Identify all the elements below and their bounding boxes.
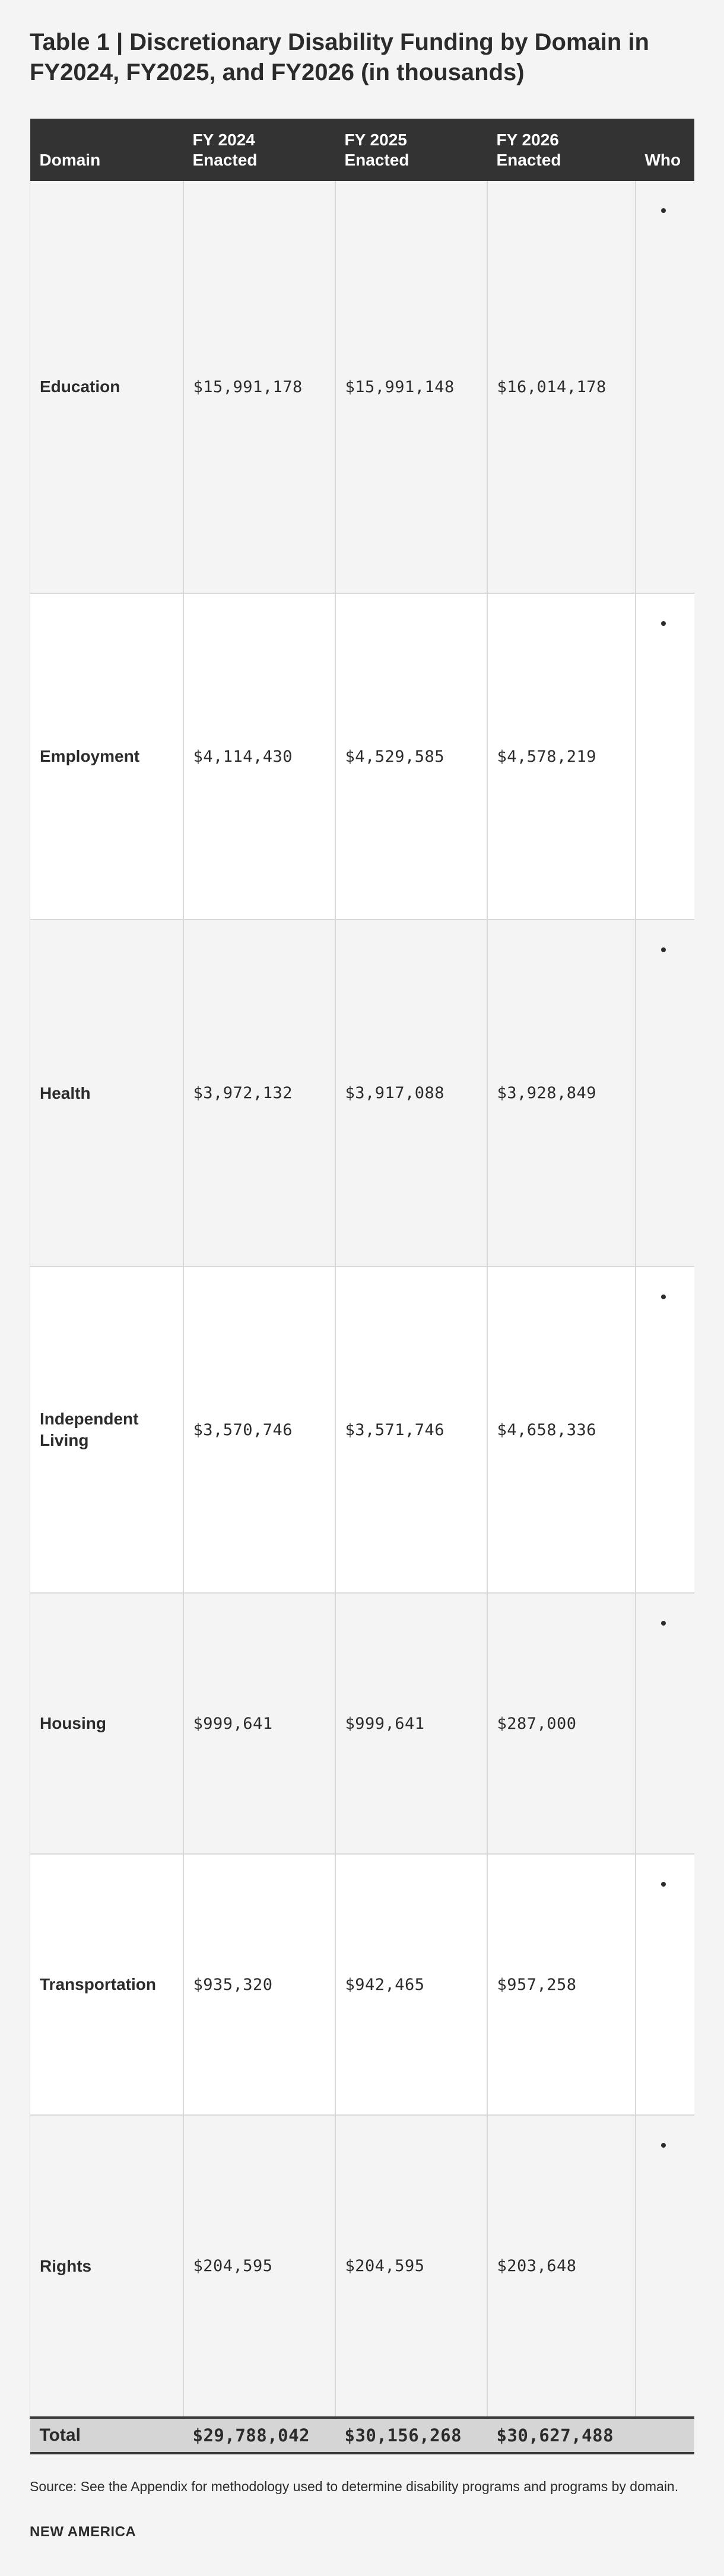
header-fy2025-year: FY 2025 bbox=[344, 131, 407, 149]
table-scroll-container[interactable] bbox=[30, 119, 694, 2459]
header-fy2026-status: Enacted bbox=[496, 151, 561, 169]
fy2026-cell: $16,014,178 bbox=[487, 181, 636, 593]
who-cell bbox=[636, 1854, 695, 2115]
fy2026-cell: $957,258 bbox=[487, 1854, 636, 2115]
total-fy2026: $30,627,488 bbox=[487, 2418, 636, 2453]
bullet-icon bbox=[661, 1621, 666, 1626]
fy2024-cell: $3,972,132 bbox=[183, 920, 335, 1267]
table-row bbox=[30, 1267, 695, 1593]
source-note: Source: See the Appendix for methodology used to determine disability programs and programs by domain. bbox=[30, 2479, 679, 2494]
domain-cell: Education bbox=[30, 181, 183, 593]
total-who bbox=[636, 2418, 695, 2453]
fy2025-cell: $15,991,148 bbox=[335, 181, 487, 593]
who-cell bbox=[636, 920, 695, 1267]
domain-cell: Rights bbox=[30, 2115, 183, 2418]
table-row bbox=[30, 1593, 695, 1854]
who-cell bbox=[636, 1593, 695, 1854]
fy2024-cell: $3,570,746 bbox=[183, 1267, 335, 1593]
fy2026-cell: $4,658,336 bbox=[487, 1267, 636, 1593]
table-title: Table 1 | Discretionary Disability Funding by Domain in FY2024, FY2025, and FY2026 (in thousands) bbox=[30, 29, 649, 85]
header-who: Who bbox=[636, 119, 695, 181]
who-cell bbox=[636, 593, 695, 920]
domain-cell: Housing bbox=[30, 1593, 183, 1854]
total-label: Total bbox=[30, 2418, 183, 2453]
funding-table bbox=[30, 119, 694, 2454]
fy2025-cell: $3,917,088 bbox=[335, 920, 487, 1267]
fy2024-cell: $4,114,430 bbox=[183, 593, 335, 920]
bullet-icon bbox=[661, 208, 666, 213]
header-fy2025 bbox=[335, 119, 487, 181]
table-row bbox=[30, 920, 695, 1267]
header-fy2024-year: FY 2024 bbox=[192, 131, 255, 149]
bullet-icon bbox=[661, 1882, 666, 1887]
page-content bbox=[30, 0, 694, 2540]
header-fy2026 bbox=[487, 119, 636, 181]
header-fy2024-status: Enacted bbox=[192, 151, 258, 169]
table-row bbox=[30, 1854, 695, 2115]
bullet-icon bbox=[661, 947, 666, 952]
table-row bbox=[30, 181, 695, 593]
fy2024-cell: $15,991,178 bbox=[183, 181, 335, 593]
fy2025-cell: $942,465 bbox=[335, 1854, 487, 2115]
table-row bbox=[30, 2115, 695, 2418]
who-cell bbox=[636, 1267, 695, 1593]
bullet-icon bbox=[661, 2143, 666, 2148]
fy2026-cell: $287,000 bbox=[487, 1593, 636, 1854]
header-fy2024 bbox=[183, 119, 335, 181]
header-domain: Domain bbox=[30, 119, 183, 181]
total-row bbox=[30, 2418, 695, 2453]
bullet-icon bbox=[661, 1295, 666, 1299]
fy2026-cell: $3,928,849 bbox=[487, 920, 636, 1267]
who-cell bbox=[636, 181, 695, 593]
fy2025-cell: $3,571,746 bbox=[335, 1267, 487, 1593]
domain-cell: Employment bbox=[30, 593, 183, 920]
table-header-row bbox=[30, 119, 695, 181]
total-fy2025: $30,156,268 bbox=[335, 2418, 487, 2453]
fy2025-cell: $204,595 bbox=[335, 2115, 487, 2418]
domain-cell: Independent Living bbox=[30, 1267, 183, 1593]
fy2025-cell: $999,641 bbox=[335, 1593, 487, 1854]
fy2026-cell: $203,648 bbox=[487, 2115, 636, 2418]
table-row bbox=[30, 593, 695, 920]
header-fy2025-status: Enacted bbox=[344, 151, 409, 169]
fy2025-cell: $4,529,585 bbox=[335, 593, 487, 920]
brand-logo: NEW AMERICA bbox=[30, 2524, 136, 2540]
header-fy2026-year: FY 2026 bbox=[496, 131, 559, 149]
bullet-icon bbox=[661, 621, 666, 626]
fy2024-cell: $935,320 bbox=[183, 1854, 335, 2115]
who-cell bbox=[636, 2115, 695, 2418]
domain-cell: Health bbox=[30, 920, 183, 1267]
total-fy2024: $29,788,042 bbox=[183, 2418, 335, 2453]
fy2024-cell: $999,641 bbox=[183, 1593, 335, 1854]
domain-cell: Transportation bbox=[30, 1854, 183, 2115]
fy2026-cell: $4,578,219 bbox=[487, 593, 636, 920]
fy2024-cell: $204,595 bbox=[183, 2115, 335, 2418]
